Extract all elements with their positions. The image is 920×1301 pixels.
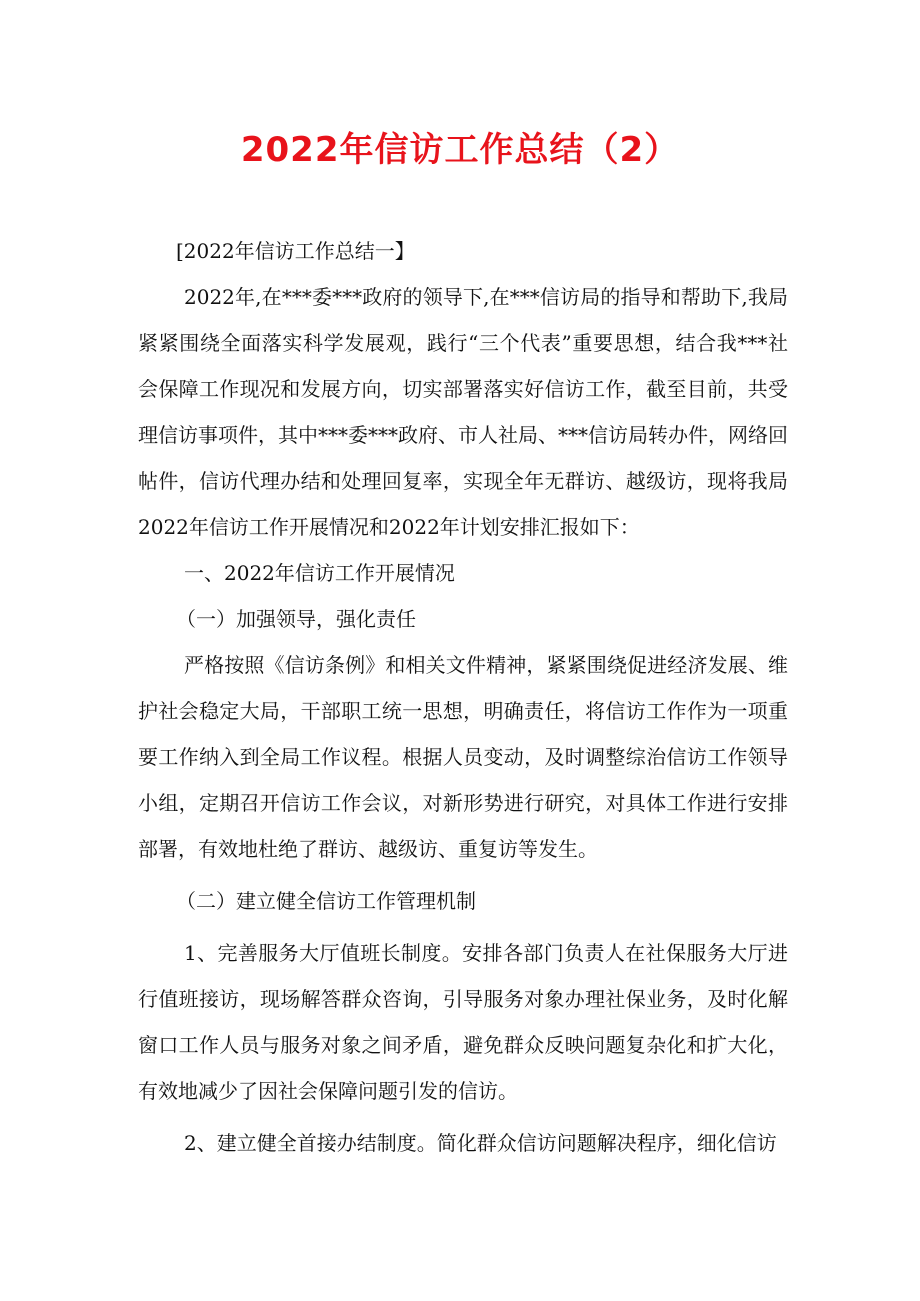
subsection-heading-1: （一）加强领导，强化责任 — [176, 607, 416, 631]
paragraph-leadership: 严格按照《信访条例》和相关文件精神，紧紧围绕促进经济发展、维护社会稳定大局，干部职工统一思想，明确责任，将信访工作作为一项重要工作纳入到全局工作议程。根据人员变动，及时调整综治信访工作领导小组，定期召开信访工作会议，对新形势进行研究，对具体工作进行安排部署，有效地杜绝了群访、越级访、重复访等发生。 — [138, 653, 788, 861]
document-subtitle: [2022年信访工作总结一】 — [176, 239, 415, 263]
paragraph-duty-system: 1、完善服务大厅值班长制度。安排各部门负责人在社保服务大厅进行值班接访，现场解答群众咨询，引导服务对象办理社保业务，及时化解窗口工作人员与服务对象之间矛盾，避免群众反映问题复杂化和扩大化，有效地减少了因社会保障问题引发的信访。 — [138, 941, 788, 1103]
paragraph-intro: 2022年,在***委***政府的领导下,在***信访局的指导和帮助下,我局紧紧围绕全面落实科学发展观，践行“三个代表”重要思想，结合我***社会保障工作现况和发展方向，切实部署落实好信访工作，截至目前，共受理信访事项件，其中***委***政府、市人社局、***信访局转办件，网络回帖件，信访代理办结和处理回复率，实现全年无群访、越级访，现将我局2022年信访工作开展情况和2022年计划安排汇报如下： — [138, 285, 788, 539]
document-body — [138, 228, 788, 1166]
subsection-heading-2: （二）建立健全信访工作管理机制 — [176, 889, 476, 913]
paragraph-first-contact-system: 2、建立健全首接办结制度。简化群众信访问题解决程序，细化信访 — [184, 1131, 777, 1155]
document-title: 2022年信访工作总结（2） — [240, 130, 680, 170]
section-heading-1: 一、2022年信访工作开展情况 — [184, 561, 455, 585]
